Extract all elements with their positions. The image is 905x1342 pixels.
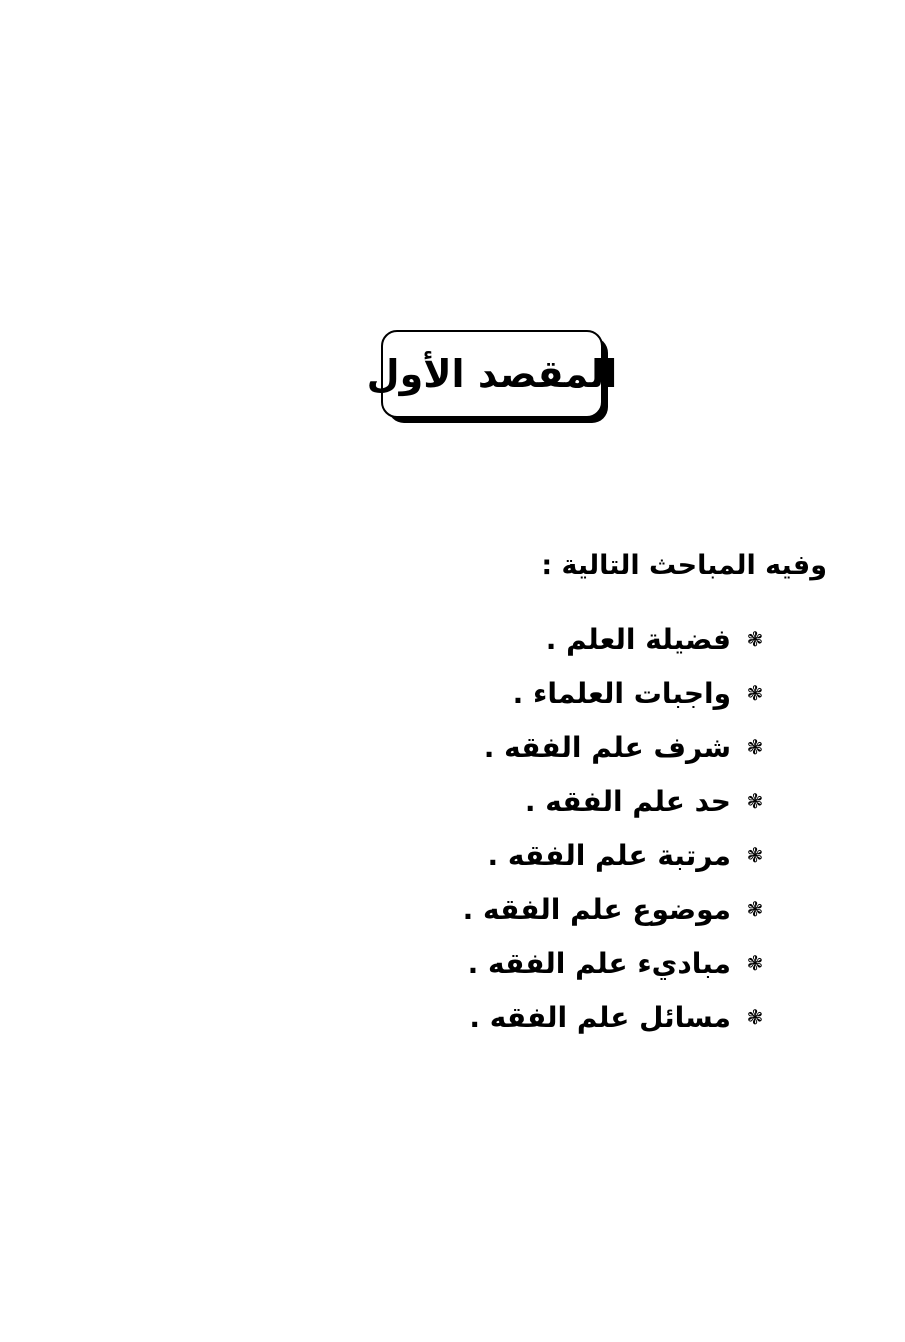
list-item (463, 990, 765, 1044)
intro-text: وفيه المباحث التالية : (541, 550, 827, 581)
section-title-frame (366, 330, 618, 418)
topic-label: واجبات العلماء . (512, 676, 731, 710)
section-title: المقصد الأول (366, 352, 618, 396)
asterisk-flower-icon: ❃ (746, 951, 764, 975)
topic-label: حد علم الفقه . (524, 784, 731, 818)
section-title-box (366, 330, 618, 418)
topic-label: موضوع علم الفقه . (462, 892, 731, 926)
asterisk-flower-icon: ❃ (746, 681, 764, 705)
asterisk-flower-icon: ❃ (746, 897, 764, 921)
topic-label: مسائل علم الفقه . (469, 1000, 731, 1034)
list-item (463, 828, 765, 882)
topic-label: مرتبة علم الفقه . (487, 838, 731, 872)
asterisk-flower-icon: ❃ (746, 1005, 764, 1029)
list-item (463, 666, 765, 720)
asterisk-flower-icon: ❃ (746, 789, 764, 813)
list-item (463, 882, 765, 936)
topic-list (463, 612, 765, 1044)
list-item (463, 612, 765, 666)
asterisk-flower-icon: ❃ (746, 627, 764, 651)
list-item (463, 720, 765, 774)
asterisk-flower-icon: ❃ (746, 735, 764, 759)
asterisk-flower-icon: ❃ (746, 843, 764, 867)
list-item (463, 774, 765, 828)
topic-label: شرف علم الفقه . (483, 730, 731, 764)
topic-label: مباديء علم الفقه . (467, 946, 731, 980)
list-item (463, 936, 765, 990)
topic-label: فضيلة العلم . (545, 622, 731, 656)
